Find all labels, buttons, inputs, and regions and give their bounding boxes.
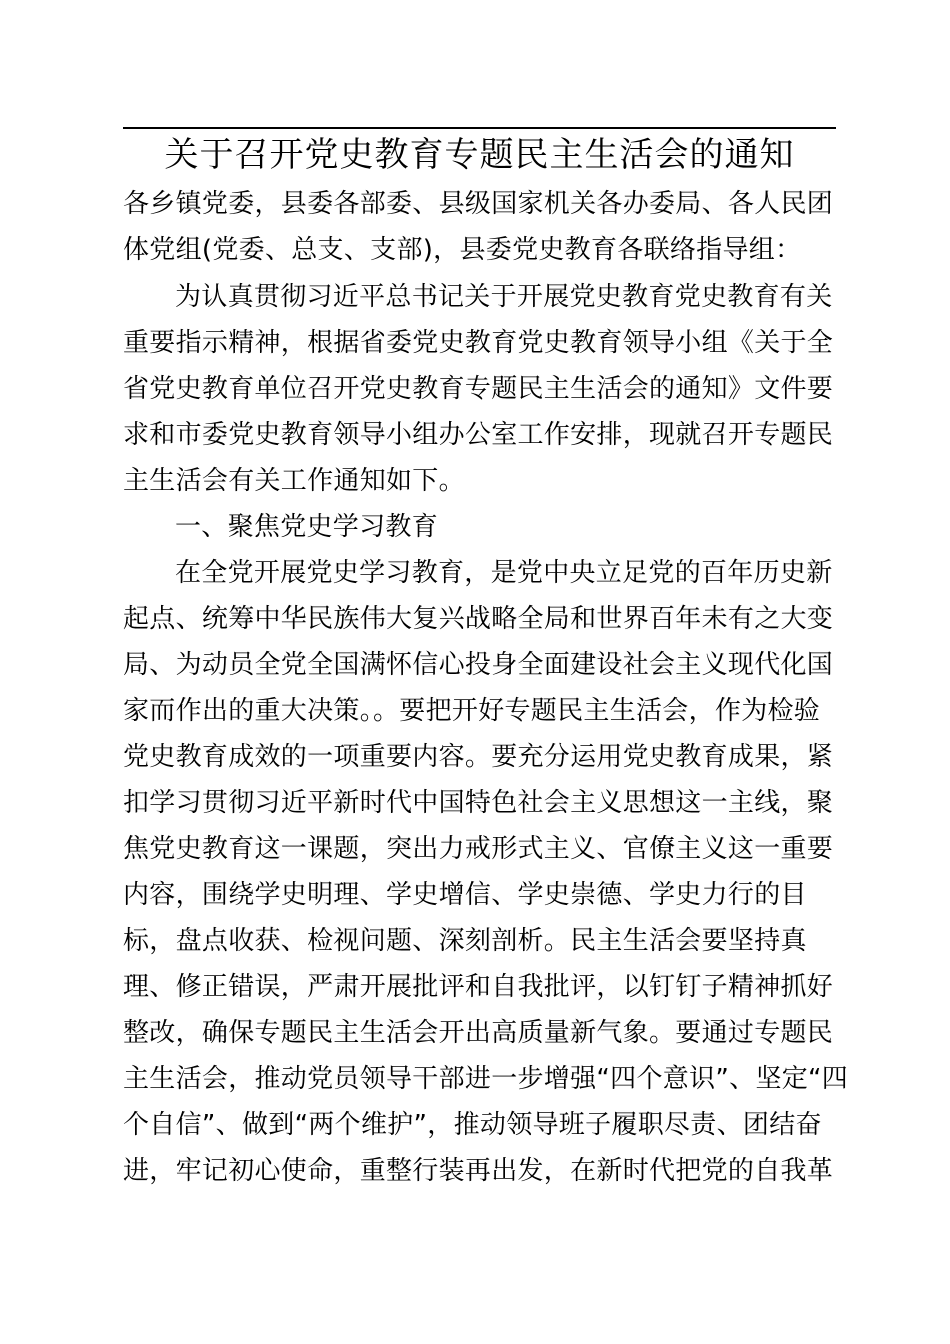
addressee-line-2: 体党组(党委、总支、支部)，县委党史教育各联络指导组： <box>123 235 802 265</box>
paragraph-line: 进，牢记初心使命，重整行装再出发，在新时代把党的自我革 <box>123 1156 834 1186</box>
paragraph-line: 理、修正错误，严肃开展批评和自我批评，以钉钉子精神抓好 <box>123 972 834 1002</box>
paragraph-line: 焦党史教育这一课题，突出力戒形式主义、官僚主义这一重要 <box>123 834 834 864</box>
paragraph-line: 在全党开展党史学习教育，是党中央立足党的百年历史新 <box>175 558 833 588</box>
paragraph-line: 重要指示精神，根据省委党史教育党史教育领导小组《关于全 <box>123 328 834 358</box>
header-rule <box>123 127 836 129</box>
paragraph-line: 整改，确保专题民主生活会开出高质量新气象。要通过专题民 <box>123 1018 834 1048</box>
section-heading: 一、聚焦党史学习教育 <box>175 512 439 542</box>
addressee-line-1: 各乡镇党委，县委各部委、县级国家机关各办委局、各人民团 <box>123 189 834 219</box>
paragraph-line: 个自信”、做到“两个维护”，推动领导班子履职尽责、团结奋 <box>123 1110 822 1140</box>
paragraph-line: 主生活会有关工作通知如下。 <box>123 466 465 496</box>
paragraph-line: 求和市委党史教育领导小组办公室工作安排，现就召开专题民 <box>123 420 834 450</box>
paragraph-line: 标，盘点收获、检视问题、深刻剖析。民主生活会要坚持真 <box>123 926 807 956</box>
paragraph-line: 主生活会，推动党员领导干部进一步增强“四个意识”、坚定“四 <box>123 1064 849 1094</box>
paragraph-line: 省党史教育单位召开党史教育专题民主生活会的通知》文件要 <box>123 374 834 404</box>
paragraph-line: 家而作出的重大决策。。要把开好专题民主生活会，作为检验 <box>123 696 821 726</box>
paragraph-line: 起点、统筹中华民族伟大复兴战略全局和世界百年未有之大变 <box>123 604 834 634</box>
paragraph-line: 党史教育成效的一项重要内容。要充分运用党史教育成果，紧 <box>123 742 834 772</box>
paragraph-line: 内容，围绕学史明理、学史增信、学史崇德、学史力行的目 <box>123 880 807 910</box>
document-title: 关于召开党史教育专题民主生活会的通知 <box>164 135 795 175</box>
paragraph-line: 扣学习贯彻习近平新时代中国特色社会主义思想这一主线，聚 <box>123 788 834 818</box>
paragraph-line: 为认真贯彻习近平总书记关于开展党史教育党史教育有关 <box>175 282 833 312</box>
paragraph-line: 局、为动员全党全国满怀信心投身全面建设社会主义现代化国 <box>123 650 834 680</box>
